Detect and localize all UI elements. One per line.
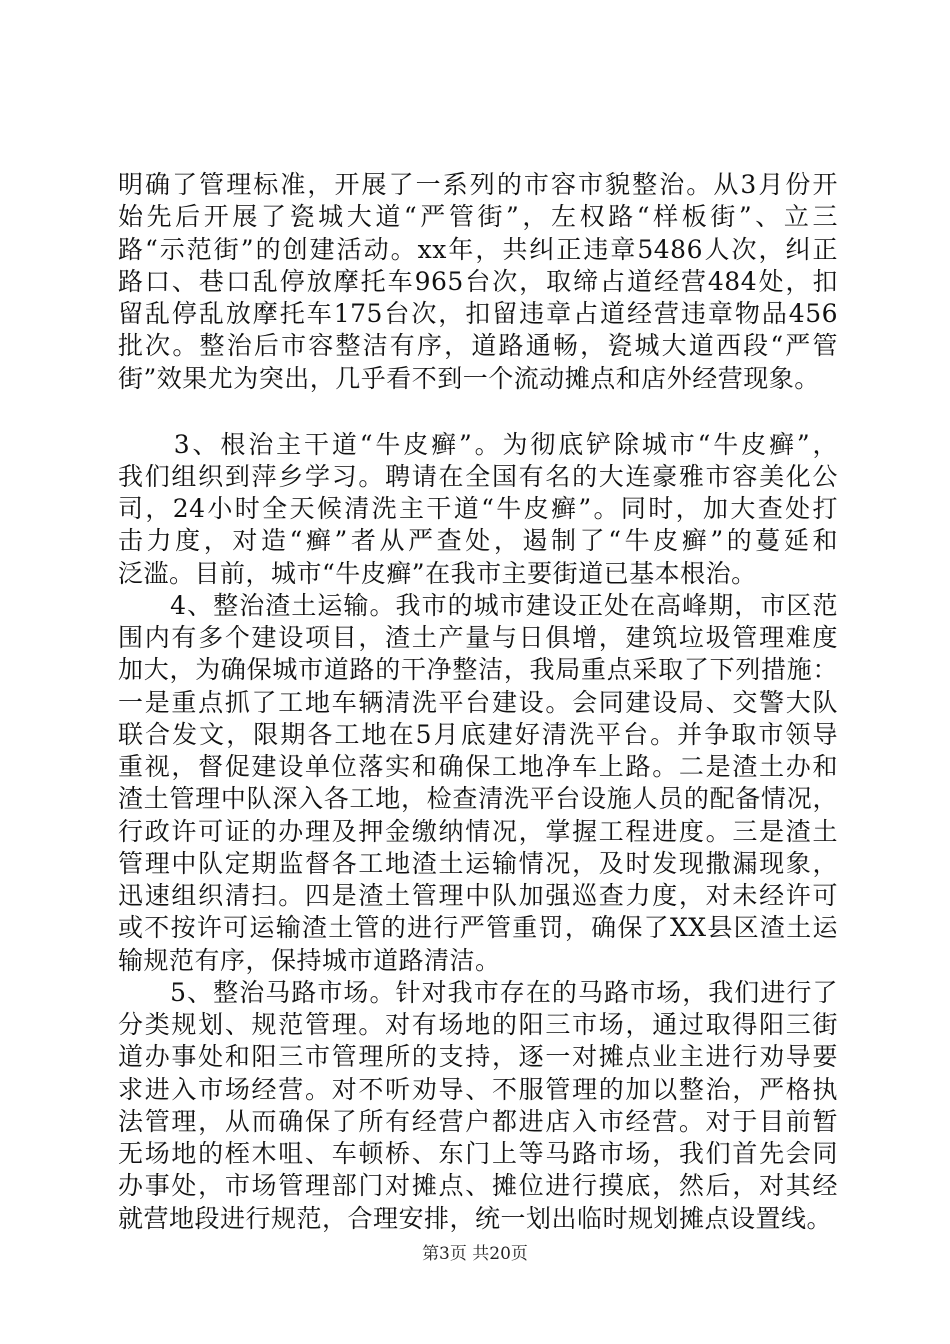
text-line: 明确了管理标准，开展了一系列的市容市貌整治。从3月份开 [118, 170, 838, 199]
text-line: 重视，督促建设单位落实和确保工地净车上路。二是渣土办和 [118, 752, 838, 781]
text-line: 始先后开展了瓷城大道“严管街”，左权路“样板街”、立三 [118, 202, 838, 231]
text-line: 批次。整治后市容整洁有序，道路通畅，瓷城大道西段“严管 [118, 331, 838, 360]
text-line: 就营地段进行规范，合理安排，统一划出临时规划摊点设置线。 [118, 1204, 833, 1233]
text-line: 泛滥。目前，城市“牛皮癣”在我市主要街道已基本根治。 [118, 559, 757, 588]
text-line: 联合发文，限期各工地在5月底建好清洗平台。并争取市领导 [118, 720, 838, 749]
text-line: 道办事处和阳三市管理所的支持，逐一对摊点业主进行劝导要 [118, 1042, 838, 1071]
text-line: 输规范有序，保持城市道路清洁。 [118, 946, 501, 975]
text-line: 加大，为确保城市道路的干净整洁，我局重点采取了下列措施： [118, 655, 838, 684]
text-line: 一是重点抓了工地车辆清洗平台建设。会同建设局、交警大队 [118, 688, 838, 717]
text-line: 5、整治马路市场。针对我市存在的马路市场，我们进行了 [118, 978, 838, 1007]
text-line: 或不按许可运输渣土管的进行严管重罚，确保了XX县区渣土运 [118, 913, 838, 942]
text-line: 分类规划、规范管理。对有场地的阳三市场，通过取得阳三街 [118, 1010, 838, 1039]
text-line: 迅速组织清扫。四是渣土管理中队加强巡查力度，对未经许可 [118, 881, 838, 910]
text-line: 击力度，对造“癣”者从严查处，遏制了“牛皮癣”的蔓延和 [118, 526, 838, 555]
text-line: 管理中队定期监督各工地渣土运输情况，及时发现撒漏现象， [118, 849, 838, 878]
text-line: 我们组织到萍乡学习。聘请在全国有名的大连豪雅市容美化公 [118, 462, 838, 491]
text-line: 留乱停乱放摩托车175台次，扣留违章占道经营违章物品456 [118, 299, 838, 328]
page-number-footer: 第3页 共20页 [422, 1244, 528, 1264]
text-line: 围内有多个建设项目，渣土产量与日俱增，建筑垃圾管理难度 [118, 623, 838, 652]
text-line: 路“示范街”的创建活动。xx年，共纠正违章5486人次，纠正 [118, 235, 838, 264]
text-line: 街”效果尤为突出，几乎看不到一个流动摊点和店外经营现象。 [118, 364, 820, 393]
text-line: 渣土管理中队深入各工地，检查清洗平台设施人员的配备情况， [118, 784, 838, 813]
text-line: 办事处，市场管理部门对摊点、摊位进行摸底，然后，对其经 [118, 1171, 838, 1200]
text-line: 无场地的桎木咀、车顿桥、东门上等马路市场，我们首先会同 [118, 1139, 838, 1168]
text-line: 法管理，从而确保了所有经营户都进店入市经营。对于目前暂 [118, 1107, 838, 1136]
text-line: 3、根治主干道“牛皮癣”。为彻底铲除城市“牛皮癣”， [118, 430, 838, 459]
text-line: 行政许可证的办理及押金缴纳情况，掌握工程进度。三是渣土 [118, 817, 838, 846]
text-line: 求进入市场经营。对不听劝导、不服管理的加以整治，严格执 [118, 1075, 838, 1104]
text-line: 4、整治渣土运输。我市的城市建设正处在高峰期，市区范 [118, 591, 838, 620]
text-line: 路口、巷口乱停放摩托车965台次，取缔占道经营484处，扣 [118, 267, 838, 296]
text-line: 司，24小时全天候清洗主干道“牛皮癣”。同时，加大查处打 [118, 494, 838, 523]
